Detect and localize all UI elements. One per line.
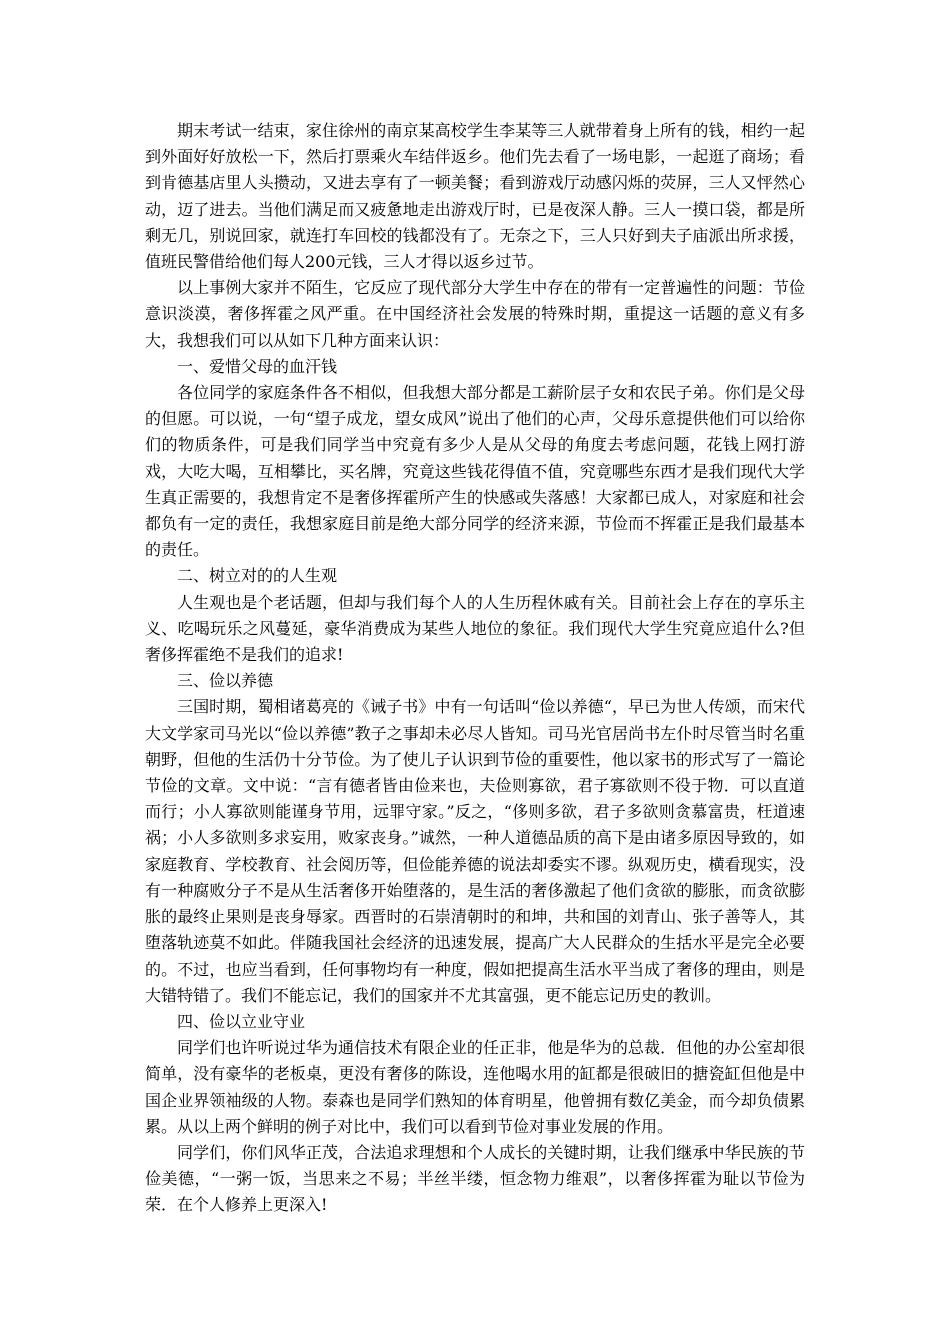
body-paragraph: 期末考试一结束，家住徐州的南京某高校学生李某等三人就带着身上所有的钱，相约一起到外面好好放松一下，然后打票乘火车结伴返乡。他们先去看了一场电影，一起逛了商场；看到肯德基店里人头攒动，又进去享有了一顿美餐；看到游戏厅动感闪烁的荧屏，三人又怦然心动，迈了进去。当他们满足而又疲惫地走出游戏厅时，已是夜深人静。三人一摸口袋，都是所剩无几，别说回家，就连打车回校的钱都没有了。无奈之下，三人只好到夫子庙派出所求援，值班民警借给他们每人200元钱，三人才得以返乡过节。 (145, 121, 805, 272)
body-paragraph: 同学们也许听说过华为通信技术有限企业的任正非，他是华为的总裁．但他的办公室却很简单，没有豪华的老板桌，更没有奢侈的陈设，连他喝水用的缸都是很破旧的搪瓷缸但他是中国企业界领袖级的人物。泰森也是同学们熟知的体育明星，他曾拥有数亿美金，而今却负债累累。从以上两个鲜明的例子对比中，我们可以看到节俭对事业发展的作用。 (145, 1038, 805, 1136)
section-heading: 四、俭以立业守业 (177, 1011, 306, 1031)
body-paragraph: 各位同学的家庭条件各不相似，但我想大部分都是工薪阶层子女和农民子弟。你们是父母的但愿。可以说，一句“望子成龙，望女成风”说出了他们的心声，父母乐意提供他们可以给你们的物质条件，可是我们同学当中究竟有多少人是从父母的角度去考虑问题，花钱上网打游戏，大吃大喝，互相攀比，买名牌，究竟这些钱花得值不值，究竟哪些东西才是我们现代大学生真正需要的，我想肯定不是奢侈挥霍所产生的快感或失落感！大家都已成人，对家庭和社会都负有一定的责任，我想家庭目前是绝大部分同学的经济来源，节俭而不挥霍正是我们最基本的责任。 (145, 383, 805, 560)
body-paragraph: 人生观也是个老话题，但却与我们每个人的人生历程休戚有关。目前社会上存在的享乐主义、吃喝玩乐之风蔓延，豪华消费成为某些人地位的象征。我们现代大学生究竟应追什么?但奢侈挥霍绝不是我们的追求! (145, 592, 805, 665)
section-heading: 一、爱惜父母的血汗钱 (177, 356, 338, 376)
body-paragraph: 以上事例大家并不陌生，它反应了现代部分大学生中存在的带有一定普遍性的问题：节俭意识淡漠，奢侈挥霍之风严重。在中国经济社会发展的特殊时期，重提这一话题的意义有多大，我想我们可以从如下几种方面来认识： (145, 278, 805, 350)
document-page (145, 118, 805, 1219)
body-paragraph: 同学们，你们风华正茂，合法追求理想和个人成长的关键时期，让我们继承中华民族的节俭美德，“一粥一饭，当思来之不易；半丝半缕，恒念物力维艰”，以奢侈挥霍为耻以节俭为荣．在个人修养上更深入! (145, 1142, 805, 1215)
section-heading: 二、树立对的的人生观 (177, 566, 338, 586)
body-paragraph: 三国时期，蜀相诸葛亮的《诫子书》中有一句话叫“俭以养德“，早已为世人传颂，而宋代大文学家司马光以“俭以养德”教子之事却未必尽人皆知。司马光官居尚书左仆时尽管当时名重朝野，但他的生活仍十分节俭。为了使儿子认识到节俭的重要性，他以家书的形式写了一篇论节俭的文章。文中说：“言有德者皆由俭来也，夫俭则寡欲，君子寡欲则不役于物．可以直道而行；小人寡欲则能谨身节用，远罪守家。”反之，“侈则多欲，君子多欲则贪慕富贵，枉道速祸；小人多欲则多求妄用，败家丧身。”诚然，一种人道德品质的高下是由诸多原因导致的，如家庭教育、学校教育、社会阅历等，但俭能养德的说法却委实不谬。纵观历史，横看现实，没有一种腐败分子不是从生活奢侈开始堕落的，是生活的奢侈激起了他们贪欲的膨胀，而贪欲膨胀的最终止果则是丧身辱家。西晋时的石崇清朝时的和坤，共和国的刘青山、张子善等人，其堕落轨迹莫不如此。伴随我国社会经济的迅速发展，提高广大人民群众的生括水平是完全必要的。不过，也应当看到，任何事物均有一种度，假如把提高生活水平当成了奢侈的理由，则是大错特错了。我们不能忘记，我们的国家并不尤其富强，更不能忘记历史的教训。 (145, 697, 805, 1005)
section-heading: 三、俭以养德 (177, 671, 274, 691)
